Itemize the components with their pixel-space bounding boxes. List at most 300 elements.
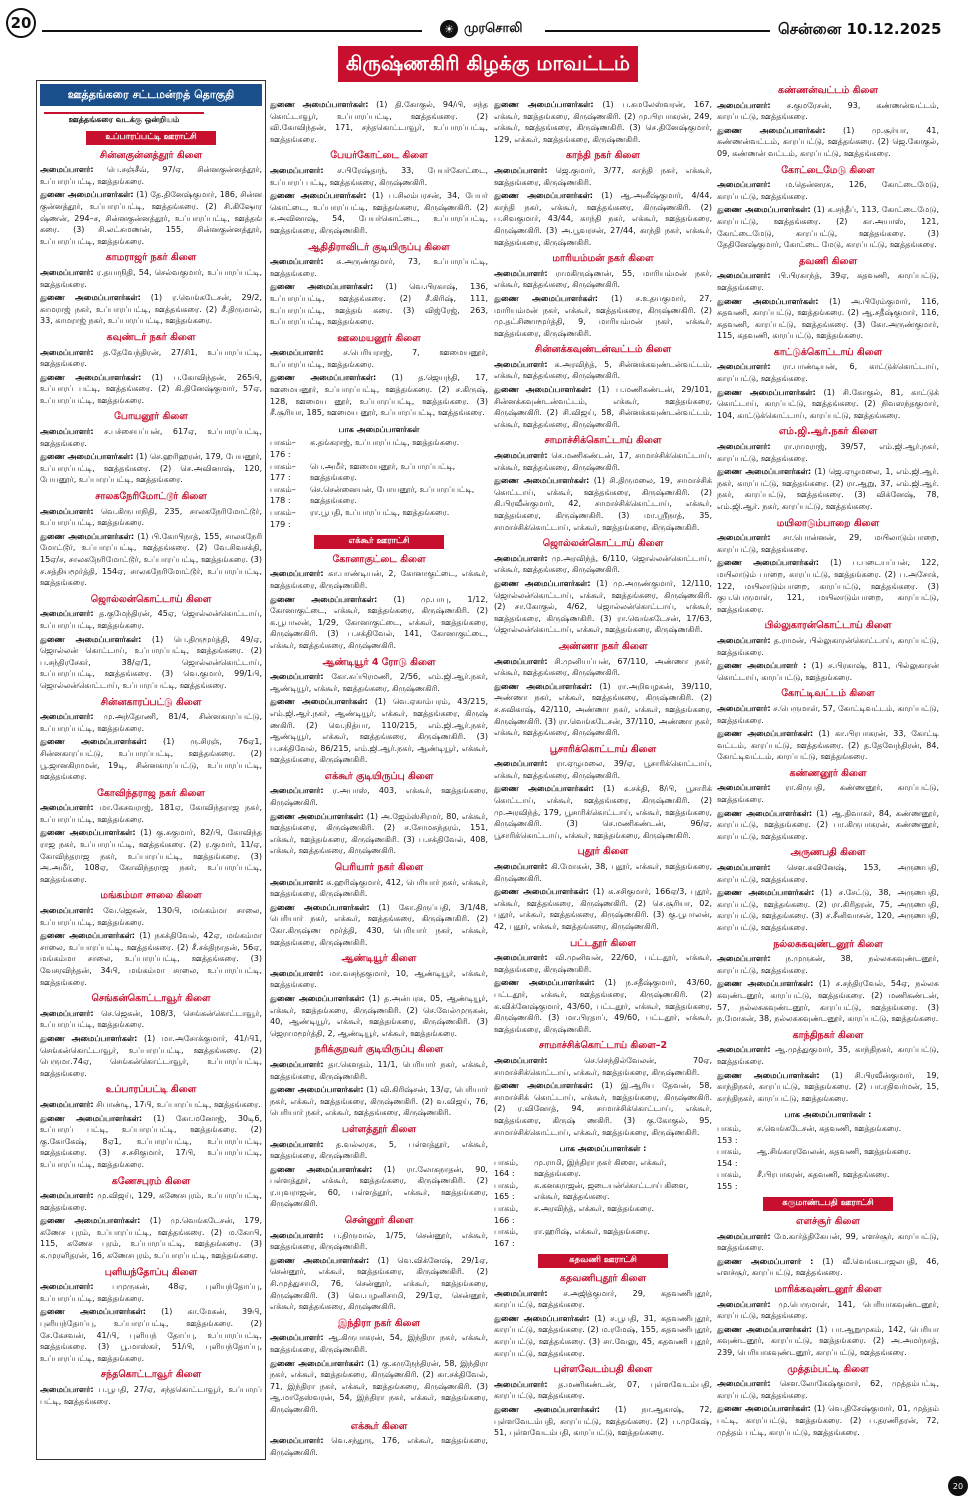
branch-body	[270, 968, 488, 1040]
role-text: (1) ப.கமலேஸ்வரன், 167, எக்கூர், ஊத்தங்கரை, கிருஷ்ணகிரி. (2) மு.பிரபாகரன், 249, எக்கூர், ஊத்தங்கரை, கிருஷ்ணகிரி. (3) செ.தினேஷ்குமார், 129, எக்கூர், ஊத்தங்கரை, கிருஷ்ணகிரி.	[494, 100, 712, 144]
role-label: துணை அமைப்பாளர் :	[717, 1256, 814, 1266]
role-text: (1) ரா.லோகநாதன், 90, பள்ளத்தூர், எக்கூர், ஊத்தங்கரை, கிருஷ்ணகிரி. (2) ர.யுவராஜன், 60, பள்ளத்தூர், எக்கூர், ஊத்தங்கரை, கிருஷ்ணகிரி.	[270, 1164, 488, 1209]
role-label: துணை அமைப்பாளர்கள்:	[494, 191, 594, 201]
branch-title: பெரியார் நகர் கிளை	[334, 862, 424, 874]
role-text: பமுருகன், 48ஏ, புளியந்தோப்பு, உப்பாரப்பட்டி, ஊத்தங்கரை.	[40, 1282, 262, 1303]
branch-title: எக்கூர் கிளை	[350, 1420, 408, 1432]
branch-section	[494, 1040, 712, 1138]
role-label: அமைப்பாளர்:	[494, 165, 548, 175]
role-text: (1) பெ.திருமூர்த்தி, 49/ஏ, ஜொல்லன் கொட்டாய், உப்பாரப்பட்டி, ஊத்தங்கரை. (2) ப.சந்திரசேகர், 38/ஏ/1, ஜொல்லன்கொட்டாய், உப்பாரப்பட்டி, ஊத்தங்கரை. (3) வெ.குமார், 99/1பி, ஜொல்லன்கொட்டாய், உப்பாரப்பட்டி, ஊத்தங்கரை.	[40, 634, 262, 690]
role-entry	[40, 1215, 262, 1261]
role-label: அமைப்பாளர்:	[40, 1282, 94, 1292]
branch-body	[717, 100, 939, 160]
role-label: துணை அமைப்பாளர்கள்:	[40, 531, 135, 541]
role-entry	[717, 1070, 939, 1105]
paper-name: முரசொலி	[464, 21, 523, 36]
branch-section	[40, 697, 262, 783]
role-text: (1) ஆ.அனீஷ்குமார், 4/44, காந்தி நகர், எக்கூர், ஊத்தங்கரை, கிருஷ்ணகிரி. (2) ப.சிவகுமார், 43/44, காந்தி நகர், எக்கூர், ஊத்தங்கரை, கிருஷ்ணகிரி. (3) அ.பூவரசன், 27/44, காந்தி நகர், எக்கூர், ஊத்தங்கரை, கிருஷ்ணகிரி.	[494, 191, 712, 247]
branch-body	[494, 952, 712, 1035]
masthead-rule-right	[545, 30, 770, 32]
role-entry	[270, 993, 488, 1039]
role-text: மு.அந்தோணி, 81/4, சின்னகாரப்பட்டு, உப்பாரப்பட்டி, ஊத்தங்கரை.	[40, 712, 262, 733]
role-text: ச.பச்சையப்பன், 617ஏ, உப்பாரப்பட்டி, ஊத்தங்கரை.	[40, 427, 262, 448]
role-label: அமைப்பாளர்:	[717, 783, 771, 793]
branch-title: மாரிக்கவுண்டனூர் கிளை	[774, 1284, 882, 1296]
branch-title: பூசாரிக்கொட்டாய் கிளை	[549, 743, 657, 755]
booth-number: பாகம்– 179 :	[270, 508, 296, 529]
masthead-rule-left	[42, 30, 422, 32]
role-label: அமைப்பாளர்:	[717, 1045, 771, 1055]
branch-body	[40, 1281, 262, 1364]
booth-number: பாகம், 155 :	[717, 1170, 742, 1191]
role-entry	[270, 372, 488, 418]
booth-person: ரா.பூபதி, உப்பாரப்பட்டி, ஊத்தங்கரை.	[310, 508, 450, 517]
role-text: செ.மணிகண்டன், 17, சாமாச்சிக்கொட்டாய், எக்கூர், ஊத்தங்கரை, கிருஷ்ணகிரி.	[494, 451, 712, 472]
role-label: துணை அமைப்பாளர்கள்:	[494, 1404, 600, 1414]
booth-number: பாகம், 165 :	[494, 1180, 519, 1202]
branch-section	[40, 1084, 262, 1170]
role-label: அமைப்பாளர்:	[270, 257, 324, 267]
role-entry	[40, 372, 262, 407]
role-text: (1) ச.பிரகாஷ், 811, பில்லுகாரன் கொட்டாய், காரப்பட்டு, ஊத்தங்கரை.	[717, 661, 939, 682]
role-entry	[270, 568, 488, 591]
branch-body	[40, 608, 262, 691]
branch-title: சின்னகாரப்பட்டு கிளை	[100, 696, 202, 708]
branch-section	[717, 1216, 939, 1279]
branch-body	[717, 1378, 939, 1438]
role-label: துணை அமைப்பாளர்கள்:	[717, 125, 826, 135]
branch-body	[40, 905, 262, 988]
branch-title: கோவிந்தராஜ நகர் கிளை	[97, 787, 205, 799]
role-text: ச.குமரேசன், 93, கண்ணன்வட்டம், காரப்பட்டு, ஊத்தங்கரை.	[717, 100, 939, 122]
role-entry	[494, 190, 712, 248]
role-entry	[270, 594, 488, 652]
branch-section	[494, 1364, 712, 1439]
branch-title: ஜொல்லன்கொட்டாய் கிளை	[90, 593, 212, 605]
branch-section	[494, 938, 712, 1036]
role-entry	[494, 450, 712, 473]
role-label: துணை அமைப்பாளர்கள்:	[494, 784, 594, 794]
role-label: அமைப்பாளர்:	[494, 656, 548, 666]
branch-section	[717, 847, 939, 933]
role-entry	[40, 531, 262, 589]
role-entry	[717, 204, 939, 250]
branch-section	[494, 253, 712, 339]
role-entry	[717, 1378, 939, 1401]
branch-title: கதவணிபுதூர் கிளை	[559, 1273, 647, 1285]
branch-section	[717, 688, 939, 763]
role-entry	[270, 281, 488, 327]
branch-body	[717, 703, 939, 763]
branch-section	[270, 1215, 488, 1313]
branch-title: காமராஜர் நகர் கிளை	[105, 252, 197, 264]
branch-body	[494, 1288, 712, 1360]
role-text: (1) மா.அசோக்குமார், 41/பி1, செங்கன்கொட்டாவூர், உப்பாரப்பட்டி, ஊத்தங்கரை. (2) பெருமா.74ஏ, செங்கன்கொட்டாவூர், உப்பாரப்பட்டி, ஊத்தங்கரை.	[40, 1033, 262, 1078]
role-text: (1) கு.சுகுமார், 82/பி, கோவிந்த ராஜ நகர், உப்பாரப்பட்டி, ஊத்தங்கரை. (2) ர.குமார், 11/ஏ, கோவிந்தராஜ நகர், உப்பாரப்பட்டி, ஊத்தங்கரை. (3) அ.அமீர், 108ஏ, கோவிந்தராஜ நகர், உப்பாரப்பட்டி, ஊத்தங்கரை.	[40, 828, 262, 884]
role-label: துணை அமைப்பாளர்கள்:	[270, 594, 378, 604]
issue-date: சென்னை 10.12.2025	[778, 20, 942, 38]
role-label: அமைப்பாளர்:	[270, 1230, 324, 1240]
role-entry	[717, 1403, 939, 1438]
role-label: அமைப்பாளர்:	[717, 1231, 771, 1241]
role-text: (1) இ.ஆரிய தேவன், 58, சாமாச்சிக் கொட்டாய், எக்கூர், ஊத்தங்கரை, கிருஷ்ணகிரி. (2) ர.வினோத், 94, சாமாச்சிக்கொட்டாய், எக்கூர், ஊத்தங்கரை, கிருஷ் ணகிரி. (3) கு.கோகுல், 95, சாமாச்சிக்கொட்டாய், எக்கூர், ஊத்தங்கரை, கிருஷ்ணகிரி.	[494, 1081, 712, 1137]
role-text: சா.பொன்னன், 29, மயிலாடும்பாறை, காரப்பட்டு, ஊத்தங்கரை.	[717, 533, 939, 554]
branch-body	[494, 656, 712, 739]
role-entry	[717, 466, 939, 512]
branch-title: புதூர் கிளை	[577, 846, 629, 858]
role-label: அமைப்பாளர்:	[494, 451, 548, 461]
panchayat-title: உப்பாரப்பட்டி ஊராட்சி	[86, 131, 216, 145]
branch-section	[494, 150, 712, 248]
branch-body	[494, 99, 712, 145]
role-entry	[270, 902, 488, 948]
role-label: அமைப்பாளர்:	[40, 1008, 94, 1018]
role-label: அமைப்பாளர்:	[40, 803, 94, 813]
booth-section	[494, 1143, 712, 1249]
role-label: அமைப்பாளர்:	[717, 533, 771, 543]
role-label: துணை அமைப்பாளர்கள்:	[494, 293, 598, 303]
role-label: அமைப்பாளர்:	[494, 953, 548, 963]
role-text: வெ.சந்துரு, 176, எக்கூர், ஊத்தங்கரை, கிருஷ்ணகிரி.	[270, 1436, 488, 1457]
role-text: (1) ச.சேட்டு, 38, அருணபதி, காரப்பட்டு, ஊத்தங்கரை. (2) ரா.கிரிதரன், 75, அருணபதி, காரப்பட்டு, ஊத்தங்கரை. (3) ச.சீனிவாசன், 120, அருணபதி, காரப்பட்டு, ஊத்தங்கரை.	[717, 888, 939, 932]
role-text: (1) கோ.திருப்பதி, 3/1/48, பெரியார் நகர், எக்கூர், ஊத்தங்கரை, கிருஷ்ணகிரி. (2) கோ.கிருஷ்ண மூர்த்தி, 430, பெரியார் நகர், எக்கூர், ஊத்தங்கரை, கிருஷ்ணகிரி.	[270, 902, 488, 947]
role-text: (1) ரு.சிரஞ், 76ஏ1, சின்னகாரப்பட்டு, உப்பாரப்பட்டி, ஊத்தங்கரை. (2) பூ.ஜானகிராமன், 19டி, சின்னகாரப்பட்டு, உப்பாரப்பட்டி, ஊத்தங்கரை.	[40, 737, 262, 782]
role-label: துணை அமைப்பாளர்கள்:	[270, 191, 367, 201]
role-text: (1) ப.சிலம்பரசன், 34, பேயர் கொட்டை, உப்பாரப்பட்டி, ஊத்தங்கரை, கிருஷ்ணகிரி. (2) ச.அவினாஷ், 54, பேயர்கொட்டை, உப்பாரப்பட்டி, ஊத்தங்கரை, கிருஷ்ணகிரி.	[270, 191, 488, 235]
booth-person: மு.ராமி, இந்திரா நகர் கிளை, எக்கூர், ஊத்தங்கரை.	[534, 1157, 667, 1179]
role-text: (1) தே.தினேஷ்குமார், 186, சின்ன குன்னத்தூர், உப்பாரப்பட்டி, ஊத்தங்கரை. (2) சி.கிஷோர ஷ்ணன், 294–ச, சின்னகுன்னத்தூர், உப்பாரப்பட்டி, ஊத்தங் கரை. (3) சி.லட்சுமணன், 155, சின்னகுன்னத்தூர், உப்பாரப்பட்டி, ஊத்தங்கரை.	[40, 190, 262, 246]
branch-section	[717, 1284, 939, 1359]
panchayat-title: கருமாண்டபதி ஊராட்சி	[763, 1197, 893, 1211]
branch-title: சாமாச்சிக்கொட்டாய் கிளை	[544, 435, 662, 447]
role-text: மு.விஜய், 129, கணேசபுரம், உப்பாரப்பட்டி, ஊத்தங்கரை.	[40, 1191, 262, 1212]
role-text: செள.லோகேஷ்குமார், 62, முத்தம்பட்டி, காரப்பட்டு, ஊத்தங்கரை.	[717, 1379, 939, 1400]
branch-section	[717, 1364, 939, 1439]
role-text: (1) வெ.திசேஷ்குமார், 01, முத்தம் பட்டி, காரப்பட்டு, ஊத்தங்கரை. (2) ப.தரணிதரன், 72, முத்தம் பட்டி, காரப்பட்டு, ஊத்தங்கரை.	[717, 1404, 939, 1437]
role-entry	[40, 736, 262, 782]
branch-section	[717, 620, 939, 683]
branch-body	[270, 1435, 488, 1458]
role-text: (1) நா.ஆகாஷ், 72, புள்ளவேடம்பதி, காரப்பட்டு, ஊத்தங்கரை. (2) ப.முகேஷ், 51, புள்ளவேடம்பதி, காரப்பட்டு, ஊத்தங்கரை.	[494, 1404, 712, 1438]
role-entry	[270, 1084, 488, 1119]
branch-section	[717, 1030, 939, 1105]
branch-title: புளியந்தோப்பு கிளை	[104, 1266, 198, 1278]
branch-title: கண்ணன்வட்டம் கிளை	[778, 85, 878, 96]
role-text: (1) கா.மேகன், 39பி, புளியந்தோப்பு, உப்பாரப்பட்டி, ஊத்தங்கரை. (2) சே.கேசவன், 41/பி, புளியந் தோப்பு, உப்பாரப்பட்டி, ஊத்தங்கரை. (3) பூ.மாஸ்கர், 51/பி, புளியந்தோப்பு, உப்பாரப்பட்டி, ஊத்தங்கரை.	[40, 1307, 262, 1363]
booth-table	[494, 1157, 712, 1250]
role-label: துணை அமைப்பாளர்கள்:	[40, 372, 142, 382]
role-entry	[40, 426, 262, 449]
branch-body	[717, 1299, 939, 1359]
role-entry	[270, 165, 488, 188]
branch-section	[494, 846, 712, 932]
role-entry	[717, 978, 939, 1024]
branch-title: ஊமையனூர் கிளை	[337, 332, 421, 344]
branch-title: அண்ணா நகர் கிளை	[558, 640, 648, 652]
role-entry	[717, 635, 939, 658]
branch-body	[717, 270, 939, 342]
branch-title: போயனூர் கிளை	[114, 411, 188, 423]
booth-person: ச.வெங்கடேசன், கதவணி, ஊத்தங்கரை.	[757, 1123, 902, 1133]
branch-section	[40, 411, 262, 486]
role-text: ராமகிருஷ்ணன், 55, மாரியம்மன் நகர், எக்கூர், ஊத்தங்கரை, கிருஷ்ணகிரி.	[494, 268, 712, 290]
role-label: அமைப்பாளர்:	[270, 672, 324, 682]
role-label: துணை அமைப்பாளர்கள்:	[717, 729, 814, 739]
role-label: அமைப்பாளர்:	[40, 347, 94, 357]
role-label: அமைப்பாளர்:	[40, 1099, 94, 1109]
role-text: மா.வசந்தகுமார், 10, ஆண்டியூர், எக்கூர், ஊத்தங்கரை.	[270, 968, 488, 990]
role-text: மு.அரவிந்த், 6/110, ஜொல்லன்கொட்டாய், எக்கூர், ஊத்தங்கரை, கிருஷ்ணகிரி.	[494, 553, 712, 575]
branch-section	[270, 1318, 488, 1416]
booth-person: க.தங்கராஜ், உப்பாரப்பட்டி, ஊத்தங்கரை.	[310, 438, 460, 448]
role-label: துணை அமைப்பாளர்கள்:	[40, 1033, 138, 1043]
branch-section	[270, 1124, 488, 1210]
role-label: அமைப்பாளர்:	[494, 1288, 548, 1298]
role-text: (1) ரா.அறிவழகன், 39/110, அண்ணா நகர், எக்கூர், ஊத்தங்கரை, கிருஷ்ணகிரி. (2) ச.சுவிகாஷ், 42/110, அண்ணா நகர், எக்கூர், ஊத்தங்கரை, கிருஷ்ணகிரி. (3) ரா.வெங்கடேசன், 37/110, அண்ணா நகர், எக்கூர், ஊத்தங்கரை, கிருஷ்ணகிரி.	[494, 681, 712, 738]
role-text: சிபாண்டி, 17பி, உப்பாரப்பட்டி, ஊத்தங்கரை.	[96, 1099, 261, 1109]
booth-number: பாகம்– 177 :	[270, 461, 296, 483]
booth-section	[270, 424, 488, 530]
panchayat-title: கதவணி ஊராட்சி	[538, 1254, 668, 1268]
booth-number: பாகம், 164 :	[494, 1157, 519, 1179]
role-label: துணை அமைப்பாளர்கள்:	[717, 1404, 811, 1414]
branch-title: உப்பாரப்பட்டி கிளை	[105, 1084, 197, 1096]
role-text: பி.பிரகாந்த், 39ஏ, கதவணி, காரப்பட்டு, ஊத்தங்கரை.	[717, 271, 939, 292]
role-entry	[717, 441, 939, 464]
role-entry	[717, 100, 939, 123]
branch-section	[494, 538, 712, 636]
role-entry	[40, 827, 262, 885]
branch-section	[494, 641, 712, 739]
role-text: வி.முனிவன், 22/60, பட்டதூர், எக்கூர், ஊத்தங்கரை, கிருஷ்ணகிரி.	[494, 953, 712, 974]
role-entry	[40, 292, 262, 327]
branch-body	[40, 267, 262, 327]
role-text: (1) மு.சூர்யா, 41, கண்ணன்வட்டம், காரப்பட்டு, ஊத்தங்கரை. (2) ஜெ.கோகுல், 09, கண்ணன் வட்டம், காரப்பட்டு, ஊத்தங்கரை.	[717, 125, 939, 158]
role-label: அமைப்பாளர்:	[270, 569, 324, 579]
branch-title: சின்னகுன்னத்தூர் கிளை	[99, 149, 203, 161]
branch-title: நல்லசுகவுண்டனூர் கிளை	[773, 938, 883, 950]
role-entry	[270, 1164, 488, 1210]
role-text: மா.கேசவராஜ், 181ஏ, கோவிந்தராஜ நகர், உப்பாரப்பட்டி, ஊத்தங்கரை.	[40, 803, 262, 824]
role-label: துணை அமைப்பாளர்கள்:	[270, 993, 365, 1003]
branch-section	[40, 1369, 262, 1407]
role-text: (1) பா.ஆறுமுகம், 142, பெரியா கவுண்டனூர், காரப்பட்டு, ஊத்தங்கரை. (2) அ.அமர்நாத், 239, பெரியாகவுண்டனூர், காரப்பட்டு, ஊத்தங்கரை.	[717, 1324, 939, 1357]
role-entry	[717, 887, 939, 933]
role-label: துணை அமைப்பாளர்கள்:	[270, 1255, 370, 1265]
role-text: ரா.ராமராஜ், 39/57, எம்.ஜி.ஆர்.நகர், காரப்பட்டு, ஊத்தங்கரை.	[717, 442, 939, 463]
role-text: (1) கு.கருநேந்திரன், 58, இந்திரா நகர், எக்கூர், ஊத்தங்கரை, கிருஷ்ணகிரி. (2) கா.சக்திவேல், 71, இந்திரா நகர், எக்கூர், ஊத்தங்கரை, கிருஷ்ணகிரி. (3) ஆ.மாதேஸ்வரன், 54, இந்திரா நகர், எக்கூர், ஊத்தங்கரை, கிருஷ்ணகிரி.	[270, 1358, 488, 1414]
rising-sun-icon: ☀	[440, 20, 458, 38]
booth-table	[717, 1123, 939, 1193]
branch-body	[717, 1231, 939, 1279]
branch-section	[494, 435, 712, 533]
branch-title: எக்கூர் குடியிருப்பு கிளை	[324, 770, 434, 782]
role-label: துணை அமைப்பாளர்கள்:	[40, 1307, 146, 1317]
role-entry	[40, 930, 262, 988]
role-label: அமைப்பாளர்:	[40, 1385, 94, 1394]
role-text: (1) கா.பிரபாகரன், 33, கோட்டி வட்டம், காரப்பட்டு, ஊத்தங்கரை. (2) த.தேவேந்திரன், 84, கோட்டிவட்டம், காரப்பட்டு, ஊத்தங்கரை.	[717, 729, 939, 762]
booth-number: பாகம்– 178 :	[270, 484, 296, 506]
role-text: ப.பூபதி, 27/ஏ, சந்தகொட்டாவூர், உப்பாரப் பட்டி, ஊத்தங்கரை.	[40, 1385, 262, 1406]
branch-section	[270, 554, 488, 652]
role-label: துணை அமைப்பாளர்கள்:	[494, 385, 592, 395]
role-entry	[494, 1288, 712, 1311]
branch-section	[40, 594, 262, 692]
role-text: சு.அருண்குமார், 73, உப்பாரப்பட்டி, ஊத்தங்கரை.	[270, 257, 488, 278]
role-label: துணை அமைப்பாளர்கள்:	[717, 558, 819, 568]
role-label: அமைப்பாளர்:	[270, 1139, 324, 1149]
branch-title: தவணி கிளை	[798, 255, 858, 267]
branch-title: எளச்சூர் கிளை	[796, 1216, 860, 1228]
masthead-logo	[440, 20, 523, 38]
role-text: செ.ஜெகன், 108/3, செங்கன்கொட்டாவூர், உப்பாரப்பட்டி, ஊத்தங்கரை.	[40, 1008, 262, 1030]
branch-section	[717, 85, 939, 160]
role-label: அமைப்பாளர்:	[717, 100, 771, 110]
role-entry	[717, 557, 939, 615]
branch-body	[494, 861, 712, 933]
booth-heading: பாக அமைப்பாளர்கள் :	[784, 1110, 872, 1120]
branch-body	[40, 802, 262, 885]
branch-title: கோட்டிவட்டம் கிளை	[781, 688, 875, 700]
role-text: (1) மு.வெங்கடேசன், 179, கணேச புரம், உப்பாரப்பட்டி, ஊத்தங்கரை. (2) ம.கோபி, 115, கணேச புரம், உப்பாரப்பட்டி, ஊத்தங்கரை. (3) க.முரளிதரன், 16, கணேசபுரம், உப்பாரப்பட்டி, ஊத்தங்கரை.	[40, 1216, 262, 1261]
role-entry	[494, 359, 712, 382]
branch-body	[717, 1044, 939, 1104]
branch-title: ஆதிதிராவிடர் குடியிருப்பு கிளை	[308, 241, 450, 253]
branch-body	[717, 179, 939, 251]
role-entry	[40, 802, 262, 825]
branch-section	[717, 165, 939, 251]
role-entry	[494, 553, 712, 576]
role-entry	[717, 270, 939, 293]
role-text: ஆ.முத்துகுமார், 35, காந்திநகர், காரப்பட்டு, ஊத்தங்கரை.	[717, 1045, 939, 1066]
role-entry	[270, 1230, 488, 1253]
branch-section	[40, 788, 262, 886]
role-entry	[494, 977, 712, 1035]
role-entry	[270, 785, 488, 808]
role-text: ச.பெருமாள், 57, கோட்டிவட்டம், காரப்பட்டு, ஊத்தங்கரை.	[717, 703, 939, 725]
role-entry	[270, 347, 488, 370]
role-label: அமைப்பாளர்:	[494, 1055, 548, 1065]
booth-table	[270, 437, 488, 530]
role-text: (1) சி.கோகுல், 81, காட்டுக் கொட்டாய், காரப்பட்டு, ஊத்தங்கரை. (2) நிவஸந்தகுமார், 104, காட்டுக்கொட்டாய், காரப்பட்டு, ஊத்தங்கரை.	[717, 387, 939, 420]
role-text: (1) தி.கோகுல், 94/பி, சந்த கொட்டாவூர், உப்பாரப்பட்டி, ஊத்தங்கரை. (2) வி.கோவிந்தன், 171, சந்தகொட்டாவூர், உப்பாரப்பட்டி, ஊத்தங்கரை.	[270, 100, 488, 144]
branch-body	[717, 953, 939, 1025]
role-text: (1) அ.பிரேம்குமார், 116, கதவணி, காரப்பட்டு, ஊத்தங்கரை. (2) ஆ.சதீஷ்குமார், 116, கதவணி, காரப்பட்டு, ஊத்தங்கரை. (3) கோ.அருண்குமார், 115, கதவணி, காரப்பட்டு, ஊத்தங்கரை.	[717, 296, 939, 341]
role-label: துணை அமைப்பாளர்கள்:	[40, 931, 136, 941]
branch-body	[40, 1008, 262, 1080]
role-label: துணை அமைப்பாளர்கள்:	[40, 190, 134, 200]
branch-section	[717, 347, 939, 422]
role-text: (1) ர.வெங்கடேசன், 29/2, காமராஜ் நகர், உப்பாரப்பட்டி, ஊத்தங்கரை. (2) சீ.திருமால், 33, காமராஜ் நகர், உப்பாரப்பட்டி, ஊத்தங்கரை.	[40, 293, 262, 326]
role-label: துணை அமைப்பாளர்கள்:	[494, 978, 595, 988]
branch-body	[270, 1230, 488, 1313]
role-label: அமைப்பாளர்:	[494, 268, 548, 278]
role-entry	[717, 728, 939, 763]
booth-person: செ.சென்னையன், போயனூர், உப்பாரப்பட்டி, ஊத்தங்கரை.	[310, 484, 475, 506]
role-text: (1) ந.சதீஷ்குமார், 43/60, பட்டதூர், எக்கூர், ஊத்தங்கரை, கிருஷ்ணகிரி. (2) க.விக்னேஷ்குமார், 43/60, பட்டதூர், எக்கூர், ஊத்தங்கரை, கிருஷ்ணகிரி. (3) மா.பிரதாப், 49/60, பட்டதூர், எக்கூர், ஊத்தங்கரை, கிருஷ்ணகிரி.	[494, 978, 712, 1034]
role-text: கா.பாண்டியன், 2, கோனாகுட்டை, எக்கூர், ஊத்தங்கரை, கிருஷ்ணகிரி.	[270, 569, 488, 590]
role-entry	[270, 256, 488, 279]
role-label: அமைப்பாளர்:	[270, 1436, 324, 1446]
branch-body	[270, 1059, 488, 1119]
union-title: ஊத்தங்கரை வடக்கு ஒன்றியம்	[44, 112, 204, 126]
branch-body	[494, 165, 712, 248]
branch-body	[270, 1139, 488, 1211]
role-label: துணை அமைப்பாளர்கள்:	[270, 373, 377, 383]
branch-title: அருணபதி கிளை	[790, 847, 866, 859]
role-entry	[494, 384, 712, 430]
role-entry	[717, 1256, 939, 1279]
booth-person: ஆ.சிங்காரவேலன், கதவணி, ஊத்தங்கரை.	[757, 1147, 912, 1157]
column-4	[717, 80, 939, 1464]
branch-body	[40, 1190, 262, 1262]
branch-section	[40, 890, 262, 988]
branch-title: எம்.ஜி.ஆர்.நகர் கிளை	[778, 426, 878, 438]
role-entry	[717, 862, 939, 885]
role-entry	[40, 1113, 262, 1171]
role-entry	[40, 1033, 262, 1079]
role-text: சி.முனியப்பன், 67/110, அண்ணா நகர், எக்கூர், ஊத்தங்கரை, கிருஷ்ணகிரி.	[494, 656, 712, 678]
role-text: ரா.ஏழுமலை, 39/ஏ, பூசாரிக்கொட்டாய், எக்கூர், ஊத்தங்கரை, கிருஷ்ணகிரி.	[494, 759, 712, 780]
branch-title: காந்திநகர் கிளை	[792, 1029, 864, 1041]
branch-title: ஜொல்லன்கொட்டாய் கிளை	[542, 538, 664, 550]
role-text: செள.சுவினேஷ், 153, அருணபதி, காரப்பட்டு, ஊத்தங்கரை.	[717, 863, 939, 884]
booth-number: பாகம், 167 :	[494, 1227, 519, 1248]
role-text: (1) வெ.விக்னேஷ், 29/1ஏ, சென்னூர், எக்கூர், ஊத்தங்கரை, கிருஷ்ணகிரி. (2) சி.முத்துசாமி, 76, சென்னூர், எக்கூர், ஊத்தங்கரை, கிருஷ்ணகிரி. (3) வெ.பழனிசாமி, 29/1ஏ, சென்னூர், எக்கூர், ஊத்தங்கரை, கிருஷ்ணகிரி.	[270, 1255, 488, 1312]
role-label: துணை அமைப்பாளர்கள்:	[717, 205, 811, 215]
booth-number: பாகம், 166 :	[494, 1204, 519, 1225]
role-entry	[40, 608, 262, 631]
role-text: (1) சி.பிரவீன்குமார், 19, காந்திநகர், காரப்பட்டு, ஊத்தங்கரை. (2) பா.ரதிவர்மன், 15, காந்திநகர், காரப்பட்டு, ஊத்தங்கரை.	[717, 1070, 939, 1103]
role-text: பெ.சஞ்சீவ், 97/ஏ, சின்னகுன்னத்தூர், உப்பாரப்பட்டி, ஊத்தங்கரை.	[40, 165, 262, 186]
role-entry	[270, 696, 488, 766]
role-text: (1) ஜெ.ஏழுமலை, 1, எம்.ஜி.ஆர். நகர், காரப்பட்டு, ஊத்தங்கரை. (2) ரா.ஆறு, 37, எம்.ஜி.ஆர். நகர், காரப்பட்டு, ஊத்தங்கரை. (3) விக்னேஷ், 78, எம்.ஜி.ஆர். நகர், காரப்பட்டு, ஊத்தங்கரை.	[717, 467, 939, 511]
role-entry	[717, 296, 939, 342]
role-entry	[40, 267, 262, 290]
role-entry	[270, 1358, 488, 1416]
branch-title: இந்திரா நகர் கிளை	[337, 1317, 421, 1329]
branch-body	[270, 568, 488, 651]
column-3	[494, 94, 712, 1464]
role-entry	[270, 1059, 488, 1082]
role-entry	[717, 125, 939, 160]
role-label: அமைப்பாளர்:	[40, 609, 94, 619]
role-entry	[494, 886, 712, 932]
branch-body	[717, 862, 939, 934]
role-entry	[40, 905, 262, 928]
role-label: அமைப்பாளர்:	[494, 759, 548, 769]
role-text: (1) ப.மணிகண்டன், 29/101, சின்னக்கவுண்டன்வட்டம், எக்கூர், ஊத்தங்கரை, கிருஷ்ணகிரி. (2) சி.விஜய், 58, சின்னக்கவுண்டன்வட்டம், எக்கூர், ஊத்தங்கரை, கிருஷ்ணகிரி.	[494, 385, 712, 429]
role-label: துணை அமைப்பாளர்கள்:	[494, 476, 590, 486]
role-label: அமைப்பாளர்:	[717, 442, 771, 452]
role-entry	[40, 634, 262, 692]
role-text: (1) கோ.மனோஜ், 30டி6, உப்பாரப் பட்டி, உப்பாரப்பட்டி, ஊத்தங்கரை. (2) கு.கோகேஷ், 8ஏ1, உப்பாரப்பட்டி, உப்பாரப்பட்டி, ஊத்தங்கரை. (3) ச.சசிகுமார், 17பி, உப்பாரப்பட்டி, உப்பாரப்பட்டி, ஊத்தங்கரை.	[40, 1113, 262, 1169]
role-entry	[494, 758, 712, 781]
role-entry	[494, 578, 712, 636]
role-text: (1) ஆ.திவாகர், 84, கண்ணனூர், காரப்பட்டு, ஊத்தங்கரை. (2) பா.கிருபாகரன், கண்ணனூர், காரப்பட்டு, ஊத்தங்கரை.	[717, 808, 939, 841]
role-label: அமைப்பாளர்:	[270, 348, 324, 358]
role-text: (1) அ.ஜேம்ஸ்சிரமர், 80, எக்கூர், ஊத்தங்கரை, கிருஷ்ணகிரி. (2) ச.சோமசுந்தரம், 151, எக்கூர், ஊத்தங்கரை, கிருஷ்ணகிரி. (3) ப.சக்திவேல், 408, எக்கூர், ஊத்தங்கரை, கிருஷ்ணகிரி.	[270, 811, 488, 856]
branch-title: மாரியம்மன் நகர் கிளை	[552, 253, 654, 265]
role-entry	[270, 968, 488, 991]
branch-body	[270, 785, 488, 857]
role-text: (1) ச.பூபதி, 31, கதவணிபுதூர், காரப்பட்டு, ஊத்தங்கரை. (2) ம.ரமேஷ், 155, கதவணிபுதூர், காரப்பட்டு, ஊத்தங்கரை. (3) சா.வேலு, 45, கதவணி புதூர், காரப்பட்டு, ஊத்தங்கரை.	[494, 1313, 712, 1358]
branch-title: சாமாச்சிக்கொட்டாய் கிளை–2	[538, 1040, 668, 1052]
district-banner: கிருஷ்ணகிரி கிழக்கு மாவட்டம்	[338, 46, 638, 82]
role-entry	[717, 660, 939, 683]
role-entry	[40, 1281, 262, 1304]
role-text: (1) ச.சந்திரவேல், 54ஏ, நல்லசு கவுண்டனூர், காரப்பட்டு, ஊத்தங்கரை. (2) மணிகண்டன், 57, நல்லசுகவுண்டனூர், காரப்பட்டு, ஊத்தங்கரை. (3) ந.மோகன், 38, நல்லசுகவுண்டனூர், காரப்பட்டு, ஊத்தங்கரை.	[717, 979, 939, 1024]
